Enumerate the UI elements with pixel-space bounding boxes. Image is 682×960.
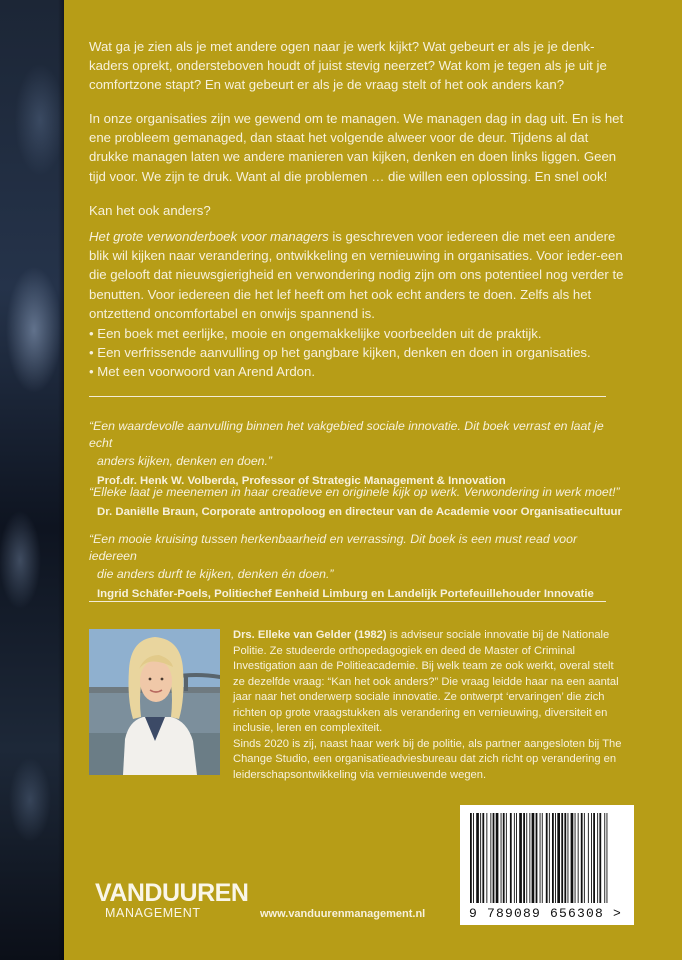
intro-paragraph-4 [89,227,629,323]
spine-photo-strip [0,0,64,960]
book-title: Het grote verwonderboek voor managers [89,229,329,244]
quote-volberda [89,418,624,489]
publisher-logo-name: VANDUUREN [95,879,249,907]
author-bio-text-2: Sinds 2020 is zij, naast haar werk bij de politie, als partner aangesloten bij The Change Studio, een organisatieadviesbureau dat zich richt op verandering en leiderschapsontwikkeling via vernieuwende wegen. [233,737,622,781]
quote-author: Dr. Daniëlle Braun, Corporate antropoloog en directeur van de Academie voor Organisatiecultuur [97,506,622,519]
quote-text: “Een waardevolle aanvulling binnen het vakgebied sociale innovatie. Dit boek verrast en laat je echt [89,419,604,451]
quote-braun [89,484,624,520]
list-item: • Met een voorwoord van Arend Ardon. [89,362,629,381]
feature-list [89,324,629,382]
divider-top [89,396,606,397]
author-name: Drs. Elleke van Gelder (1982) [233,629,387,641]
publisher-logo [95,879,249,930]
divider-bottom [89,601,606,602]
barcode-bars [470,813,624,905]
quote-text: “Elleke laat je meenemen in haar creatieve en originele kijk op werk. Verwondering in werk moet!” [89,485,620,499]
list-item: • Een verfrissende aanvulling op het gangbare kijken, denken en doen in organisaties. [89,343,629,362]
quote-text-cont: anders kijken, denken en doen.” [97,453,273,468]
intro-paragraph-4-text: is geschreven voor iedereen die met een andere blik wil kijken naar verandering, ontwikkeling en vernieuwing in organisaties. Voor ieder-een die gelooft dat nieuwsgierigheid en verwondering nodig zijn om ons potentieel nog verder te benutten. Voor iedereen die het lef heeft om het ook echt anders te doen. Zelfs als het ontzettend oncomfortabel en onwijs spannend is. [89,229,624,321]
quote-schafer-poels [89,531,624,602]
author-photo [89,629,220,775]
list-item: • Een boek met eerlijke, mooie en ongemakkelijke voorbeelden uit de praktijk. [89,324,629,343]
intro-question: Kan het ook anders? [89,203,211,218]
author-portrait-illustration [89,629,220,775]
quote-author: Prof.dr. Henk W. Volberda, Professor of Strategic Management & Innovation [97,475,506,488]
intro-paragraph-1: Wat ga je zien als je met andere ogen naar je werk kijkt? Wat gebeurt er als je je denk-kaders oprekt, ondersteboven houdt of juist stevig neerzet? Wat kom je tegen als je uit je comfortzone stapt? En wat gebeurt er als je de vraag stelt of het ook anders kan? [89,39,607,93]
publisher-url: www.vanduurenmanagement.nl [260,908,426,920]
isbn-barcode [460,805,634,925]
author-bio [233,628,628,783]
quote-text-cont: die anders durft te kijken, denken én doen.” [97,566,334,581]
quote-author: Ingrid Schäfer-Poels, Politiechef Eenheid Limburg en Landelijk Portefeuillehouder Innovatie [97,588,594,601]
publisher-logo-sub: MANAGEMENT [105,906,201,920]
author-bio-text: is adviseur sociale innovatie bij de Nationale Politie. Ze studeerde orthopedagogiek en deed de Master of Criminal Investigation aan de Politieacademie. Bij welk team ze ook werkt, overal stelt ze dezelfde vraag: “Kan het ook anders?” Die vraag leidde haar na een aantal jaar naar het onderwerp sociale innovatie. Ze ontwerpt ‘ervaringen’ die zich richten op grote vraagstukken als verandering en vernieuwing, diversiteit en inclusie, leren en complexiteit. [233,629,619,734]
quote-text: “Een mooie kruising tussen herkenbaarheid en verrassing. Dit boek is een must read voor iedereen [89,532,578,564]
isbn-number: 9 789089 656308 > [469,906,623,921]
intro-paragraph-2: In onze organisaties zijn we gewend om te managen. We managen dag in dag uit. En is het ene probleem gemanaged, dan staat het volgende alweer voor de deur. Tijdens al dat drukke managen laten we andere manieren van kijken, denken en doen links liggen. Geen tijd voor. We zijn te druk. Want al die problemen … die willen een oplossing. En snel ook! [89,111,624,184]
